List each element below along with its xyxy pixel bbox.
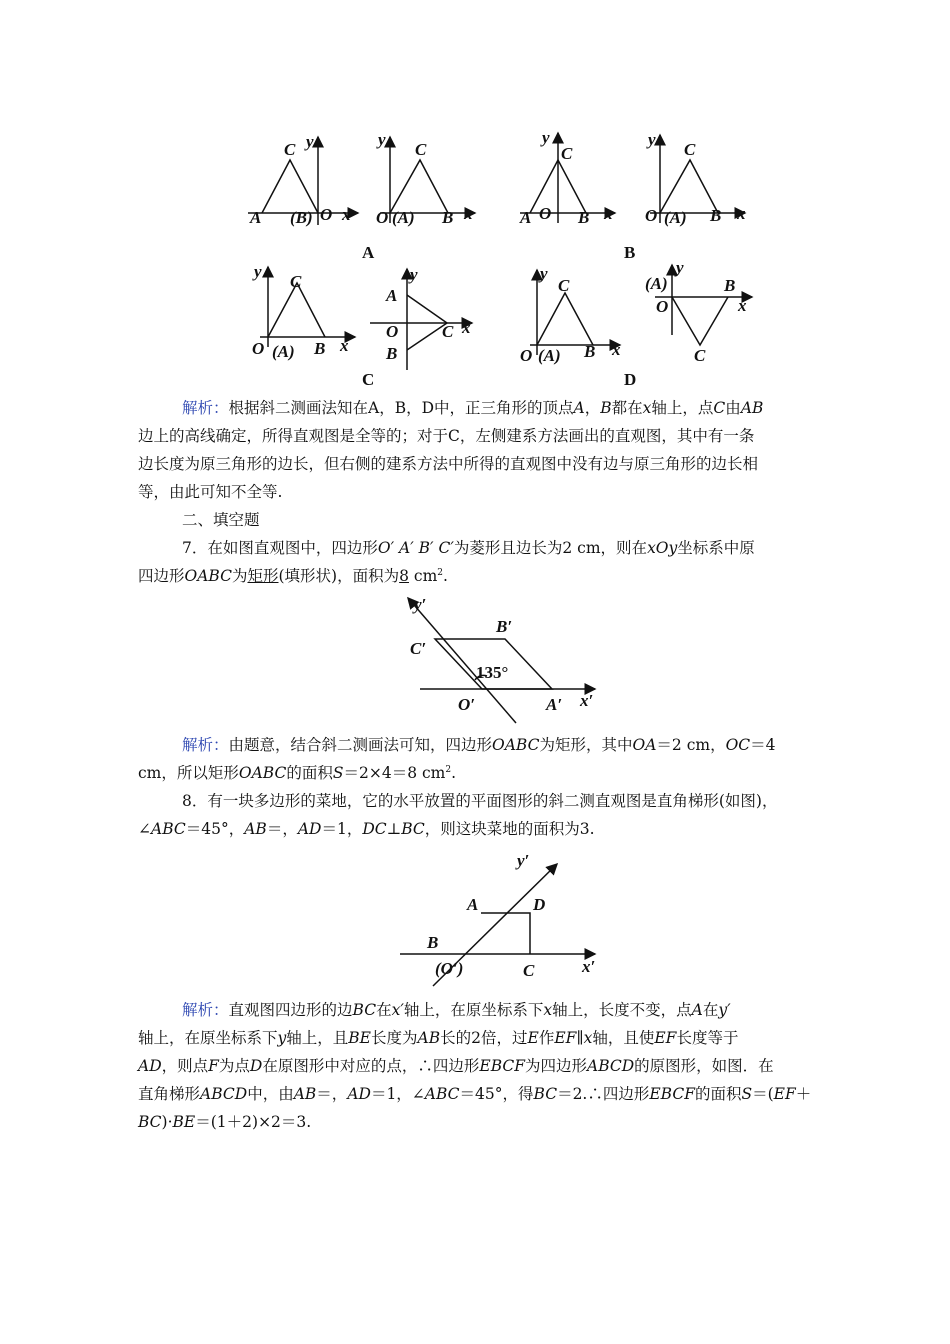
svg-text:B: B (724, 276, 736, 295)
svg-text:C: C (442, 322, 454, 341)
svg-text:(A): (A) (272, 342, 295, 361)
svg-text:A: A (362, 243, 375, 262)
svg-text:y′: y′ (414, 595, 427, 614)
svg-text:B: B (624, 243, 636, 262)
svg-text:O: O (386, 322, 399, 341)
svg-text:C′: C′ (410, 639, 427, 658)
svg-text:C: C (684, 140, 696, 159)
analysis6-line4: 等，由此可知不全等. (138, 483, 283, 501)
svg-text:O: O (376, 208, 389, 227)
svg-text:D: D (533, 895, 546, 914)
svg-text:B: B (578, 208, 590, 227)
svg-text:(A): (A) (392, 208, 415, 227)
svg-text:C: C (523, 961, 535, 980)
svg-text:C: C (290, 272, 302, 291)
svg-text:135°: 135° (476, 663, 509, 682)
svg-text:C: C (558, 276, 570, 295)
analysis8-line4: 直角梯形ABCD中，由AB＝，AD＝1，∠ABC＝45°，得BC＝2.∴四边形EBCF的面积S＝(EF＋ (138, 1085, 812, 1103)
svg-text:B: B (427, 933, 439, 952)
analysis6-line3: 边长度为原三角形的边长，但右侧的建系方法中所得的直观图中没有边与原三角形的边长相 (138, 455, 759, 473)
svg-text:(A): (A) (538, 346, 561, 365)
svg-text:y: y (540, 264, 548, 283)
svg-text:x′: x′ (580, 691, 594, 710)
svg-text:A: A (467, 895, 479, 914)
svg-text:(B): (B) (290, 208, 313, 227)
svg-text:O: O (645, 206, 658, 225)
analysis6-line2: 边上的高线确定，所得直观图是全等的；对于C，左侧建系方法画出的直观图，其中有一条 (138, 427, 755, 445)
analysis8-line1: 解析：直观图四边形的边BC在x′轴上，在原坐标系下x轴上，长度不变，点A在y′ (182, 1001, 731, 1019)
svg-text:(A): (A) (645, 274, 668, 293)
svg-text:x: x (340, 336, 349, 355)
svg-text:O: O (320, 205, 333, 224)
svg-text:A: A (520, 208, 532, 227)
svg-text:y: y (648, 130, 656, 149)
svg-text:y: y (676, 258, 684, 277)
svg-text:B′: B′ (496, 617, 513, 636)
svg-text:A′: A′ (546, 695, 563, 714)
svg-text:y′: y′ (517, 851, 530, 870)
svg-text:A: A (386, 286, 398, 305)
analysis7-line1: 解析：由题意，结合斜二测画法可知，四边形OABC为矩形，其中OA＝2 cm，OC＝4 (182, 736, 776, 754)
analysis7-line2: cm，所以矩形OABC的面积S＝2×4＝8 $cm^2$. (138, 764, 457, 782)
svg-text:x: x (342, 205, 351, 224)
svg-text:B: B (314, 339, 326, 358)
svg-text:(O′): (O′) (435, 959, 464, 978)
svg-text:C: C (415, 140, 427, 159)
svg-text:O: O (539, 204, 552, 223)
svg-text:B: B (584, 342, 596, 361)
choice-figures (240, 125, 770, 395)
svg-text:A: A (250, 208, 262, 227)
svg-text:y: y (254, 262, 262, 281)
svg-text:y: y (378, 130, 386, 149)
svg-text:B: B (442, 208, 454, 227)
q8-line1: 8．有一块多边形的菜地，它的水平放置的平面图形的斜二测直观图是直角梯形(如图)， (182, 792, 778, 810)
svg-text:B: B (710, 206, 722, 225)
q7-line1: 7．在如图直观图中，四边形O′ A′ B′ C′为菱形且边长为2 cm，则在xOy坐标系中原 (182, 539, 755, 557)
svg-text:x: x (612, 340, 621, 359)
analysis8-line5: BC)·BE＝(1＋2)×2＝3. (138, 1113, 312, 1131)
svg-text:C: C (561, 144, 573, 163)
svg-text:O: O (520, 346, 533, 365)
q7-rhombus-figure (400, 590, 610, 730)
svg-text:x: x (604, 204, 613, 223)
svg-text:C: C (694, 346, 706, 365)
q7-line2: 四边形OABC为矩形(填形状)，面积为8 $cm^2$. (138, 567, 448, 585)
q8-line2: ∠ABC＝45°，AB＝，AD＝1，DC⊥BC，则这块菜地的面积为3. (138, 820, 595, 838)
svg-text:x: x (738, 296, 747, 315)
svg-text:C: C (284, 140, 296, 159)
section-heading: 二、填空题 (182, 511, 260, 529)
svg-text:O′: O′ (458, 695, 476, 714)
svg-text:B: B (386, 344, 398, 363)
svg-text:y: y (306, 132, 314, 151)
svg-text:x: x (464, 204, 473, 223)
svg-text:O: O (252, 339, 265, 358)
svg-text:x: x (737, 204, 746, 223)
svg-text:(A): (A) (664, 208, 687, 227)
analysis8-line3: AD，则点F为点D在原图形中对应的点，∴四边形EBCF为四边形ABCD的原图形，如图．在 (138, 1057, 774, 1075)
svg-text:C: C (362, 370, 375, 389)
svg-text:x′: x′ (582, 957, 596, 976)
svg-text:y: y (542, 128, 550, 147)
q8-trapezoid-figure (395, 848, 610, 988)
analysis6-line1: 解析：根据斜二测画法知在A，B，D中，正三角形的顶点A，B都在x轴上，点C由AB (182, 399, 764, 417)
analysis8-line2: 轴上，在原坐标系下y轴上，且BE长度为AB长的2倍，过E作EF∥x轴，且使EF长度等于 (138, 1029, 739, 1047)
svg-text:O: O (656, 297, 669, 316)
svg-text:y: y (410, 265, 418, 284)
svg-text:D: D (624, 370, 637, 389)
svg-text:x: x (462, 318, 471, 337)
